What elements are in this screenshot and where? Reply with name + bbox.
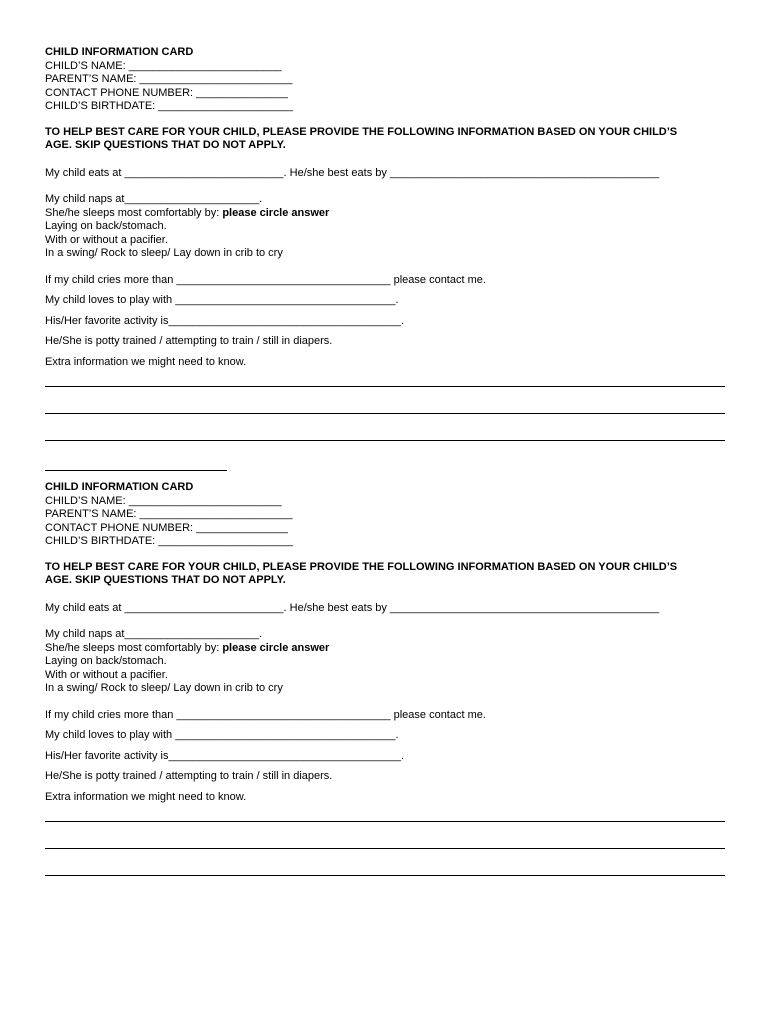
parents-name-field[interactable]: PARENT’S NAME: _________________________ — [45, 508, 293, 520]
cries-field[interactable]: If my child cries more than ___________________________________ please contact me. — [45, 273, 486, 286]
contact-phone-field[interactable]: CONTACT PHONE NUMBER: _______________ — [45, 521, 288, 534]
sleep-question-text: She/he sleeps most comfortably by: — [45, 206, 223, 219]
extra-info-label: Extra information we might need to know. — [45, 790, 247, 803]
childs-name-field[interactable]: CHILD’S NAME: _________________________ — [45, 59, 282, 72]
card-separator — [45, 470, 227, 471]
parents-name-field[interactable]: PARENT’S NAME: _________________________ — [45, 73, 293, 85]
option-laying[interactable]: Laying on back/stomach. — [45, 220, 167, 232]
sleep-question-text: She/he sleeps most comfortably by: — [45, 641, 223, 654]
childs-birthdate-field[interactable]: CHILD’S BIRTHDATE: ______________________ — [45, 100, 293, 112]
instruction-text-line2: AGE. SKIP QUESTIONS THAT DO NOT APPLY. — [45, 574, 286, 586]
circle-answer-hint: please circle answer — [222, 641, 330, 654]
sleep-question — [45, 207, 725, 221]
favorite-activity-field[interactable]: His/Her favorite activity is______________________________________. — [45, 749, 404, 762]
childs-name-field[interactable]: CHILD’S NAME: _________________________ — [45, 494, 282, 507]
eats-field[interactable]: My child eats at __________________________. He/she best eats by ____________________________________________ — [45, 601, 660, 614]
extra-info-line[interactable] — [45, 848, 725, 849]
childs-birthdate-field[interactable]: CHILD’S BIRTHDATE: ______________________ — [45, 535, 293, 547]
favorite-activity-field[interactable]: His/Her favorite activity is______________________________________. — [45, 314, 404, 327]
circle-answer-hint: please circle answer — [222, 206, 330, 219]
child-information-card — [45, 46, 725, 441]
instruction-text-line1: TO HELP BEST CARE FOR YOUR CHILD, PLEASE PROVIDE THE FOLLOWING INFORMATION BASED ON YOUR CHILD’S — [45, 125, 678, 138]
extra-info-line[interactable] — [45, 440, 725, 441]
instruction-text-line1: TO HELP BEST CARE FOR YOUR CHILD, PLEASE PROVIDE THE FOLLOWING INFORMATION BASED ON YOUR CHILD’S — [45, 560, 678, 573]
option-pacifier[interactable]: With or without a pacifier. — [45, 668, 168, 681]
extra-info-line[interactable] — [45, 875, 725, 876]
eats-field[interactable]: My child eats at __________________________. He/she best eats by ____________________________________________ — [45, 166, 660, 179]
naps-field[interactable]: My child naps at______________________. — [45, 193, 263, 205]
contact-phone-field[interactable]: CONTACT PHONE NUMBER: _______________ — [45, 86, 288, 99]
child-information-card — [45, 481, 725, 876]
extra-info-label: Extra information we might need to know. — [45, 355, 247, 368]
card-title: CHILD INFORMATION CARD — [45, 46, 194, 58]
loves-field[interactable]: My child loves to play with ____________________________________. — [45, 294, 399, 306]
extra-info-line[interactable] — [45, 413, 725, 414]
potty-field[interactable]: He/She is potty trained / attempting to train / still in diapers. — [45, 770, 333, 782]
naps-field[interactable]: My child naps at______________________. — [45, 628, 263, 640]
extra-info-line[interactable] — [45, 386, 725, 387]
loves-field[interactable]: My child loves to play with ____________________________________. — [45, 729, 399, 741]
card-title: CHILD INFORMATION CARD — [45, 481, 194, 493]
option-swing[interactable]: In a swing/ Rock to sleep/ Lay down in crib to cry — [45, 247, 283, 259]
instruction-text-line2: AGE. SKIP QUESTIONS THAT DO NOT APPLY. — [45, 139, 286, 151]
potty-field[interactable]: He/She is potty trained / attempting to train / still in diapers. — [45, 335, 333, 347]
cries-field[interactable]: If my child cries more than ___________________________________ please contact me. — [45, 708, 486, 721]
option-pacifier[interactable]: With or without a pacifier. — [45, 233, 168, 246]
option-laying[interactable]: Laying on back/stomach. — [45, 655, 167, 667]
option-swing[interactable]: In a swing/ Rock to sleep/ Lay down in crib to cry — [45, 682, 283, 694]
sleep-question — [45, 642, 725, 656]
extra-info-line[interactable] — [45, 821, 725, 822]
